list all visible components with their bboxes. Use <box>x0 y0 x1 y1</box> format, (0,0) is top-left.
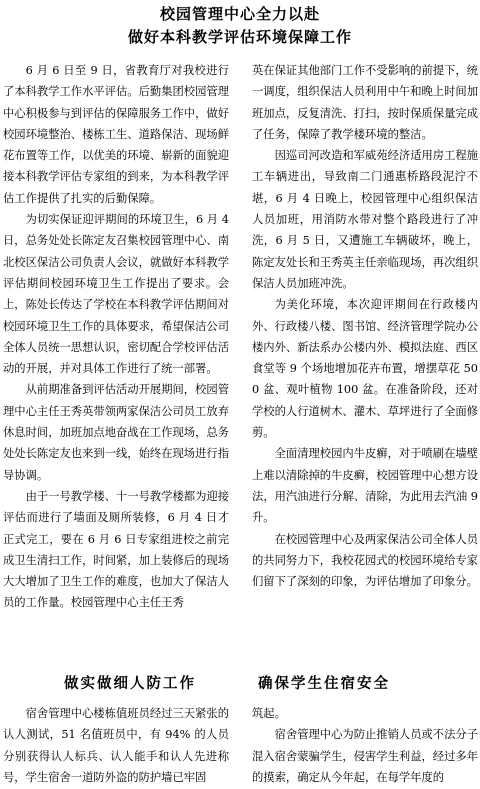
article2-title-part1: 做实做细人防工作 <box>64 676 196 692</box>
article1-right-column <box>252 60 478 592</box>
article2-left-column <box>3 703 229 788</box>
article2-right-paragraph: 筑起。 <box>252 707 286 720</box>
article1-right-paragraph: 英在保证其他部门工作不受影响的前提下，统一调度，组织保洁人员利用中午和晚上时间加班加点，反复清洗、打扫，按时保质保量完成了任务，保障了教学楼环境的整洁。 <box>252 64 478 141</box>
article1-left-paragraph: 为切实保证迎评期间的环境卫生，6 月 4 日，总务处处长陈定友召集校园管理中心、南北校区保洁公司负责人会议，就做好本科教学评估期间校园环境卫生工作提出了要求。会上，陈处长传达了学校在本科教学评估期间对校园环境卫生工作的具体要求，希望保洁公司全体人员统一思想认识，密切配合学校评估活动的开展，并对具体工作进行了统一部署。 <box>3 213 229 376</box>
article2-left-paragraph: 宿舍管理中心楼栋值班员经过三天紧张的认人测试，51 名值班员中，有 94% 的人员分别获得认人标兵、认人能手和认人先进称号，学生宿舍一道防外盗的防护墙已牢固 <box>3 707 229 784</box>
article1-left-paragraph: 由于一号教学楼、十一号教学楼都为迎接评估而进行了墙面及厕所装修，6 月 4 日才正式完工，要在 6 月 6 日专家组进校之前完成卫生清扫工作，时间紧，加上装修后的现场大大增加了卫生工作的难度，也加大了保洁人员的工作量。校园管理中心主任王秀 <box>3 489 229 610</box>
article2-right-paragraph: 宿舍管理中心为防止推销人员或不法分子混入宿舍蒙骗学生，侵害学生利益，经过多年的摸索，确定从今年起，在每学年度的 <box>252 728 478 784</box>
article1-right-paragraph: 全面清理校园内牛皮癣，对于喷刷在墙壁上难以清除掉的牛皮癣，校园管理中心想方设法，用汽油进行分解、清除，为此用去汽油 9 升。 <box>252 447 478 525</box>
article2-right-column <box>252 703 478 788</box>
article1-right-paragraph: 在校园管理中心及两家保洁公司全体人员的共同努力下，我校花园式的校园环境给专家们留下了深刻的印象，为评估增加了印象分。 <box>252 532 478 589</box>
article1-right-paragraph: 为美化环境，本次迎评期间在行政楼内外、行政楼八楼、图书馆、经济管理学院办公楼内外、新法系办公楼内外、模拟法庭、西区食堂等 9 个场地增加花卉布置，增摆草花 500 盆、观叶植物 100 盆。在准备阶段，还对学校的人行道树木、灌木、草坪进行了全面修剪。 <box>252 298 478 440</box>
article1-left-paragraph: 6 月 6 日至 9 日，省教育厅对我校进行了本科教学工作水平评估。后勤集团校园管理中心积极参与到评估的保障服务工作中，做好校园环境整治、楼栋工生、道路保洁、现场鲜花布置等工作，以优美的环境、崭新的面貌迎接本科教学评估专家组的到来，为本科教学评估工作提供了扎实的后勤保障。 <box>3 64 229 205</box>
article2-title-part2: 确保学生住宿安全 <box>258 676 390 692</box>
article1-left-column <box>3 60 229 614</box>
article1-right-paragraph: 因巡司河改造和军威苑经济适用房工程施工车辆进出，导致南二门通惠桥路段泥泞不堪，6 月 4 日晚上，校园管理中心组织保洁人员加班，用消防水带对整个路段进行了冲洗，6 月 5 日，又遭施工车辆破坏，晚上，陈定友处长和王秀英主任亲临现场，再次组织保洁人员加班冲洗。 <box>252 149 478 290</box>
article1-left-paragraph: 从前期准备到评估活动开展期间，校园管理中心主任王秀英带领两家保洁公司员工放弃休息时间，加班加点地奋战在工作现场，总务处处长陈定友也来到一线，始终在现场进行指导协调。 <box>3 383 229 482</box>
article1-title-line2: 做好本科教学评估环境保障工作 <box>127 28 352 46</box>
article1-title-line1: 校园管理中心全力以赴 <box>159 5 320 23</box>
